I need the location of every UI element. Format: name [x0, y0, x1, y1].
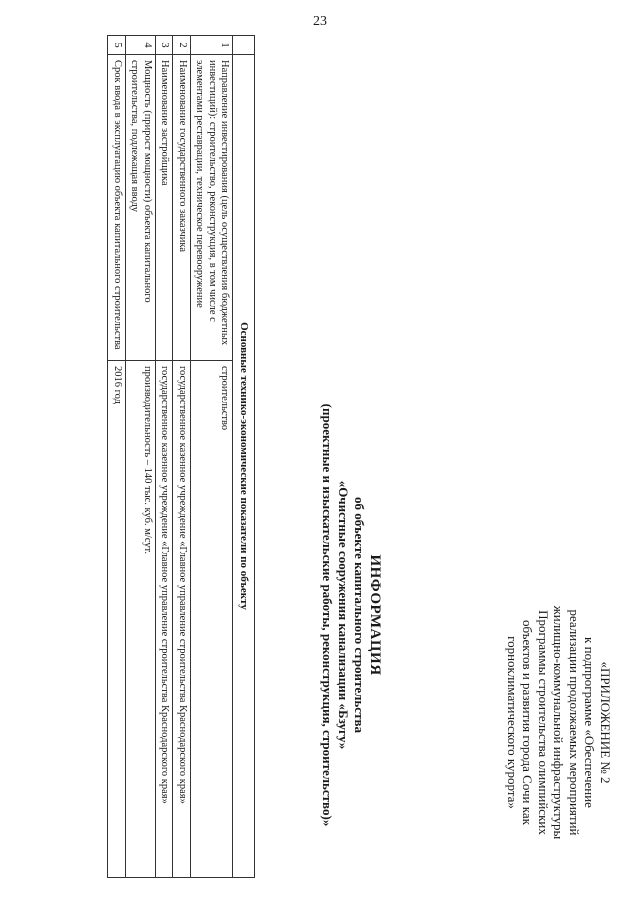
info-table [108, 35, 256, 878]
table-row [191, 36, 234, 878]
title-line: (проектные и изыскательские работы, реконструкция, строительство)» [320, 403, 335, 827]
row-value: 2016 год [108, 361, 126, 878]
table-row [126, 36, 156, 878]
row-value: производительность – 140 тыс. куб. м/сут. [126, 361, 156, 878]
row-param: Направление инвестирования (цель осуществления бюджетных инвестиций): строительство, реконструкция, в том числе с элементами реставрации, техническое перевооружение [191, 55, 234, 361]
row-param: Наименование государственного заказчика [173, 55, 191, 361]
table-row [173, 36, 191, 878]
row-number: 4 [126, 36, 156, 55]
title-line: об объекте капитального строительства [352, 497, 367, 733]
appendix-line: горноклиматического курорта» [505, 636, 520, 809]
table-header: Основные технико-экономические показатели по объекту [233, 55, 255, 878]
rotated-content [15, 35, 615, 895]
header-corner-cell [233, 36, 255, 55]
row-param: Мощность (прирост мощности) объекта капитального строительства, подлежащая вводу [126, 55, 156, 361]
title-heading: ИНФОРМАЦИЯ [367, 554, 383, 676]
row-number: 5 [108, 36, 126, 55]
table-header-row [233, 36, 255, 878]
row-param: Наименование застройщика [156, 55, 174, 361]
appendix-block [505, 550, 614, 895]
appendix-line: объектов и развития города Сочи как [520, 620, 536, 825]
appendix-line: реализации продолжаемых мероприятий [567, 609, 582, 836]
title-line: «Очистные сооружения канализации «Бзугу» [336, 480, 351, 750]
document-title [319, 335, 383, 895]
page-number: 23 [313, 14, 327, 29]
row-param: Срок ввода в эксплуатацию объекта капитального строительства [108, 55, 126, 361]
row-number: 1 [191, 36, 234, 55]
appendix-line: Программы строительства олимпийских [536, 610, 551, 835]
row-value: строительство [191, 361, 234, 878]
row-value: государственное казенное учреждение «Главное управление строительства Краснодарского края» [156, 361, 174, 878]
row-number: 3 [156, 36, 174, 55]
appendix-line: к подпрограмме «Обеспечение [582, 637, 598, 808]
appendix-line: «ПРИЛОЖЕНИЕ № 2 [598, 661, 613, 784]
table-row [156, 36, 174, 878]
row-number: 2 [173, 36, 191, 55]
appendix-line: жилищно-коммунальной инфраструктуры [551, 605, 567, 840]
table-row [108, 36, 126, 878]
row-value: государственное казенное учреждение «Главное управление строительства Краснодарского края» [173, 361, 191, 878]
